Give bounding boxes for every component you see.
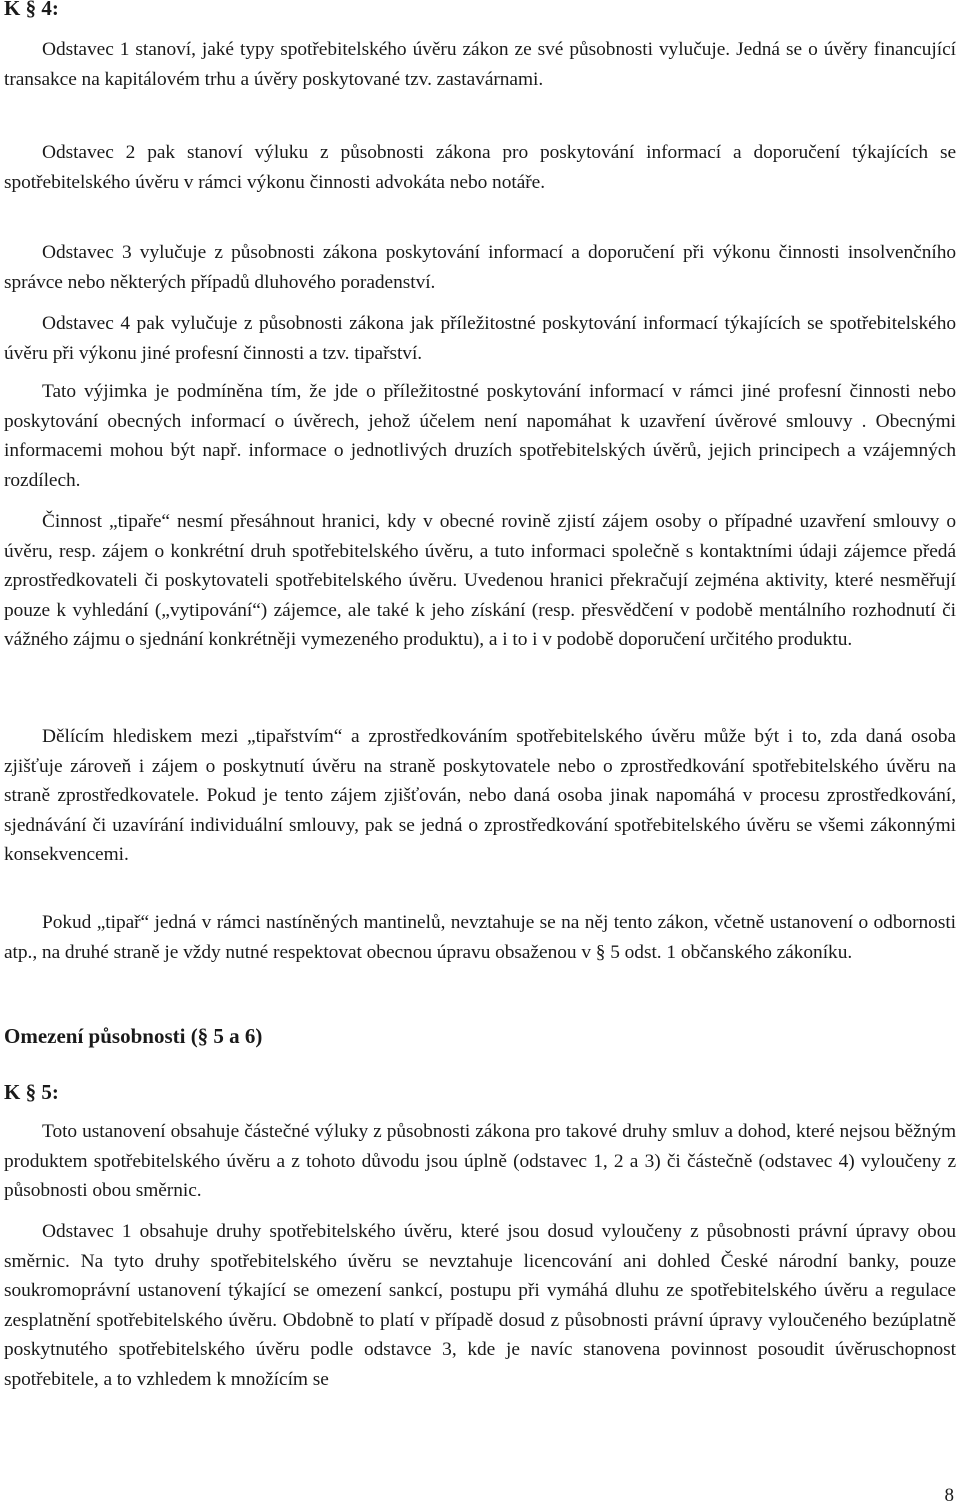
- paragraph-10: Odstavec 1 obsahuje druhy spotřebitelského úvěru, které jsou dosud vyloučeny z působnosti právní úpravy obou směrnic. Na tyto druhy spotřebitelského úvěru se nevztahuje licencování ani dohled České národní banky, pouze soukromoprávní ustanovení týkající se omezení sankcí, postupu při vymáhá dluhu ze spotřebitelského úvěru a regulace zesplatnění spotřebitelského úvěru. Obdobně to platí v případě dosud z působnosti právní úpravy vyloučeného bezúplatně poskytnutého spotřebitelského úvěru podle odstavce 3, kde je navíc stanovena povinnost posoudit úvěruschopnost spotřebitele, a to vzhledem k množícím se: [4, 1221, 956, 1390]
- paragraph-2: Odstavec 2 pak stanoví výluku z působnosti zákona pro poskytování informací a doporučení týkajících se spotřebitelského úvěru v rámci výkonu činnosti advokáta nebo notáře.: [4, 142, 956, 193]
- paragraph-1: Odstavec 1 stanoví, jaké typy spotřebitelského úvěru zákon ze své působnosti vylučuje. Jedná se o úvěry financující transakce na kapitálovém trhu a úvěry poskytované tzv. zastavárnami.: [4, 39, 956, 90]
- paragraph-3: Odstavec 3 vylučuje z působnosti zákona poskytování informací a doporučení při výkonu činnosti insolvenčního správce nebo některých případů dluhového poradenství.: [4, 242, 956, 293]
- paragraph-4: Odstavec 4 pak vylučuje z působnosti zákona jak příležitostné poskytování informací týkajících se spotřebitelského úvěru při výkonu jiné profesní činnosti a tzv. tipařství.: [4, 313, 956, 364]
- paragraph-6: Činnost „tipaře“ nesmí přesáhnout hranici, kdy v obecné rovině zjistí zájem osoby o případné uzavření smlouvy o úvěru, resp. zájem o konkrétní druh spotřebitelského úvěru, a tuto informaci společně s kontaktními údaji zájemce předá zprostředkovateli či poskytovateli spotřebitelského úvěru. Uvedenou hranici překračují zejména aktivity, které nesměřují pouze k vyhledání („vytipování“) zájemce, ale také k jeho získání (resp. přesvědčení v podobě mentálního rozhodnutí či vážného zájmu o sjednání konkrétněji vymezeného produktu), a i to i v podobě doporučení určitého produktu.: [4, 511, 956, 651]
- heading-k4: K § 4:: [4, 0, 59, 20]
- section-heading: Omezení působnosti (§ 5 a 6): [4, 1024, 263, 1048]
- heading-k5: K § 5:: [4, 1080, 59, 1104]
- paragraph-7: Dělícím hlediskem mezi „tipařstvím“ a zprostředkováním spotřebitelského úvěru může být i to, zda daná osoba zjišťuje zároveň i zájem o poskytnutí úvěru na straně poskytovatele nebo o zprostředkování spotřebitelského úvěru na straně zprostředkovatele. Pokud je tento zájem zjišťován, nebo daná osoba jinak napomáhá v procesu zprostředkování, sjednávání či uzavírání individuální smlouvy, pak se jedná o zprostředkování spotřebitelského úvěru se všemi zákonnými konsekvencemi.: [4, 726, 956, 866]
- page-number: 8: [944, 1485, 954, 1506]
- paragraph-8: Pokud „tipař“ jedná v rámci nastíněných mantinelů, nevztahuje se na něj tento zákon, včetně ustanovení o odbornosti atp., na druhé straně je vždy nutné respektovat obecnou úpravu obsaženou v § 5 odst. 1 občanského zákoníku.: [4, 912, 956, 963]
- paragraph-5: Tato výjimka je podmíněna tím, že jde o příležitostné poskytování informací v rámci jiné profesní činnosti nebo poskytování obecných informací o úvěrech, jehož účelem není napomáhat k uzavření úvěrové smlouvy . Obecnými informacemi mohou být např. informace o jednotlivých druzích spotřebitelských úvěrů, jejich principech a vzájemných rozdílech.: [4, 381, 956, 491]
- paragraph-9: Toto ustanovení obsahuje částečné výluky z působnosti zákona pro takové druhy smluv a dohod, které nejsou běžným produktem spotřebitelského úvěru a z tohoto důvodu jsou úplně (odstavec 1, 2 a 3) či částečně (odstavec 4) vyloučeny z působnosti obou směrnic.: [4, 1121, 956, 1202]
